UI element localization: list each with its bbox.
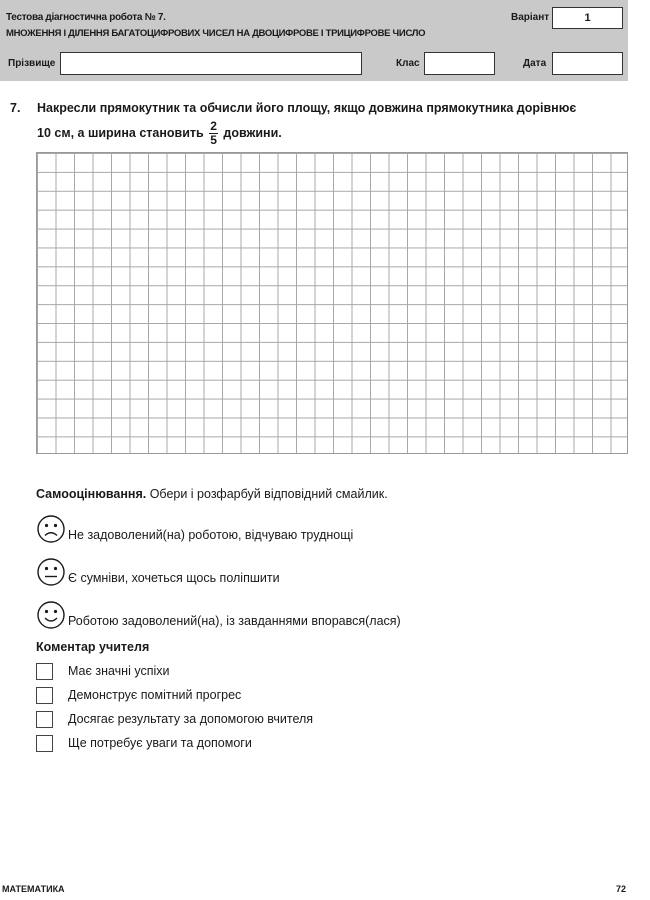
date-label: Дата (523, 58, 547, 69)
self-assessment-instruction: Обери і розфарбуй відповідний смайлик. (149, 487, 388, 501)
date-field[interactable] (552, 52, 623, 75)
checkbox[interactable] (36, 663, 53, 680)
header-panel (0, 0, 628, 81)
comment-text: Досягає результату за допомогою вчителя (68, 712, 314, 726)
task-number: 7. (10, 101, 21, 115)
comment-text: Демонструє помітний прогрес (68, 688, 242, 702)
page-number: 72 (616, 884, 627, 894)
task-text-after-fraction: довжини. (223, 125, 282, 140)
surname-field[interactable] (60, 52, 362, 75)
fraction-denominator: 5 (210, 133, 217, 147)
option-text: Є сумніви, хочеться щось поліпшити (68, 571, 280, 585)
task-text-before-fraction: 10 см, а ширина становить (37, 125, 204, 140)
task-text-line2 (37, 120, 282, 147)
task-text-line1: Накресли прямокутник та обчисли його площу, якщо довжина прямокутника дорівнює (37, 101, 577, 115)
fraction-numerator: 2 (210, 119, 217, 133)
sad-face-icon[interactable] (36, 514, 66, 544)
option-text: Не задоволений(на) роботою, відчуваю труднощі (68, 528, 354, 542)
neutral-face-icon[interactable] (36, 557, 66, 587)
checkbox[interactable] (36, 735, 53, 752)
test-title: Тестова діагностична робота № 7. (6, 12, 166, 23)
comment-text: Має значні успіхи (68, 664, 170, 678)
self-assessment-title: Самооцінювання. (36, 487, 147, 501)
graph-paper-grid[interactable] (36, 152, 628, 454)
teacher-comment-title: Коментар учителя (36, 640, 150, 654)
variant-field[interactable]: 1 (552, 7, 623, 29)
fraction (209, 120, 218, 147)
checkbox[interactable] (36, 687, 53, 704)
class-field[interactable] (424, 52, 495, 75)
comment-text: Ще потребує уваги та допомоги (68, 736, 252, 750)
self-assessment-heading (36, 487, 388, 501)
footer-subject: МАТЕМАТИКА (2, 884, 65, 894)
test-subtitle: МНОЖЕННЯ І ДІЛЕННЯ БАГАТОЦИФРОВИХ ЧИСЕЛ НА ДВОЦИФРОВЕ І ТРИЦИФРОВЕ ЧИСЛО (6, 28, 426, 39)
checkbox[interactable] (36, 711, 53, 728)
happy-face-icon[interactable] (36, 600, 66, 630)
class-label: Клас (396, 58, 420, 69)
surname-label: Прізвище (8, 58, 56, 69)
option-text: Роботою задоволений(на), із завданнями впорався(лася) (68, 614, 401, 628)
variant-label: Варіант (511, 12, 550, 23)
